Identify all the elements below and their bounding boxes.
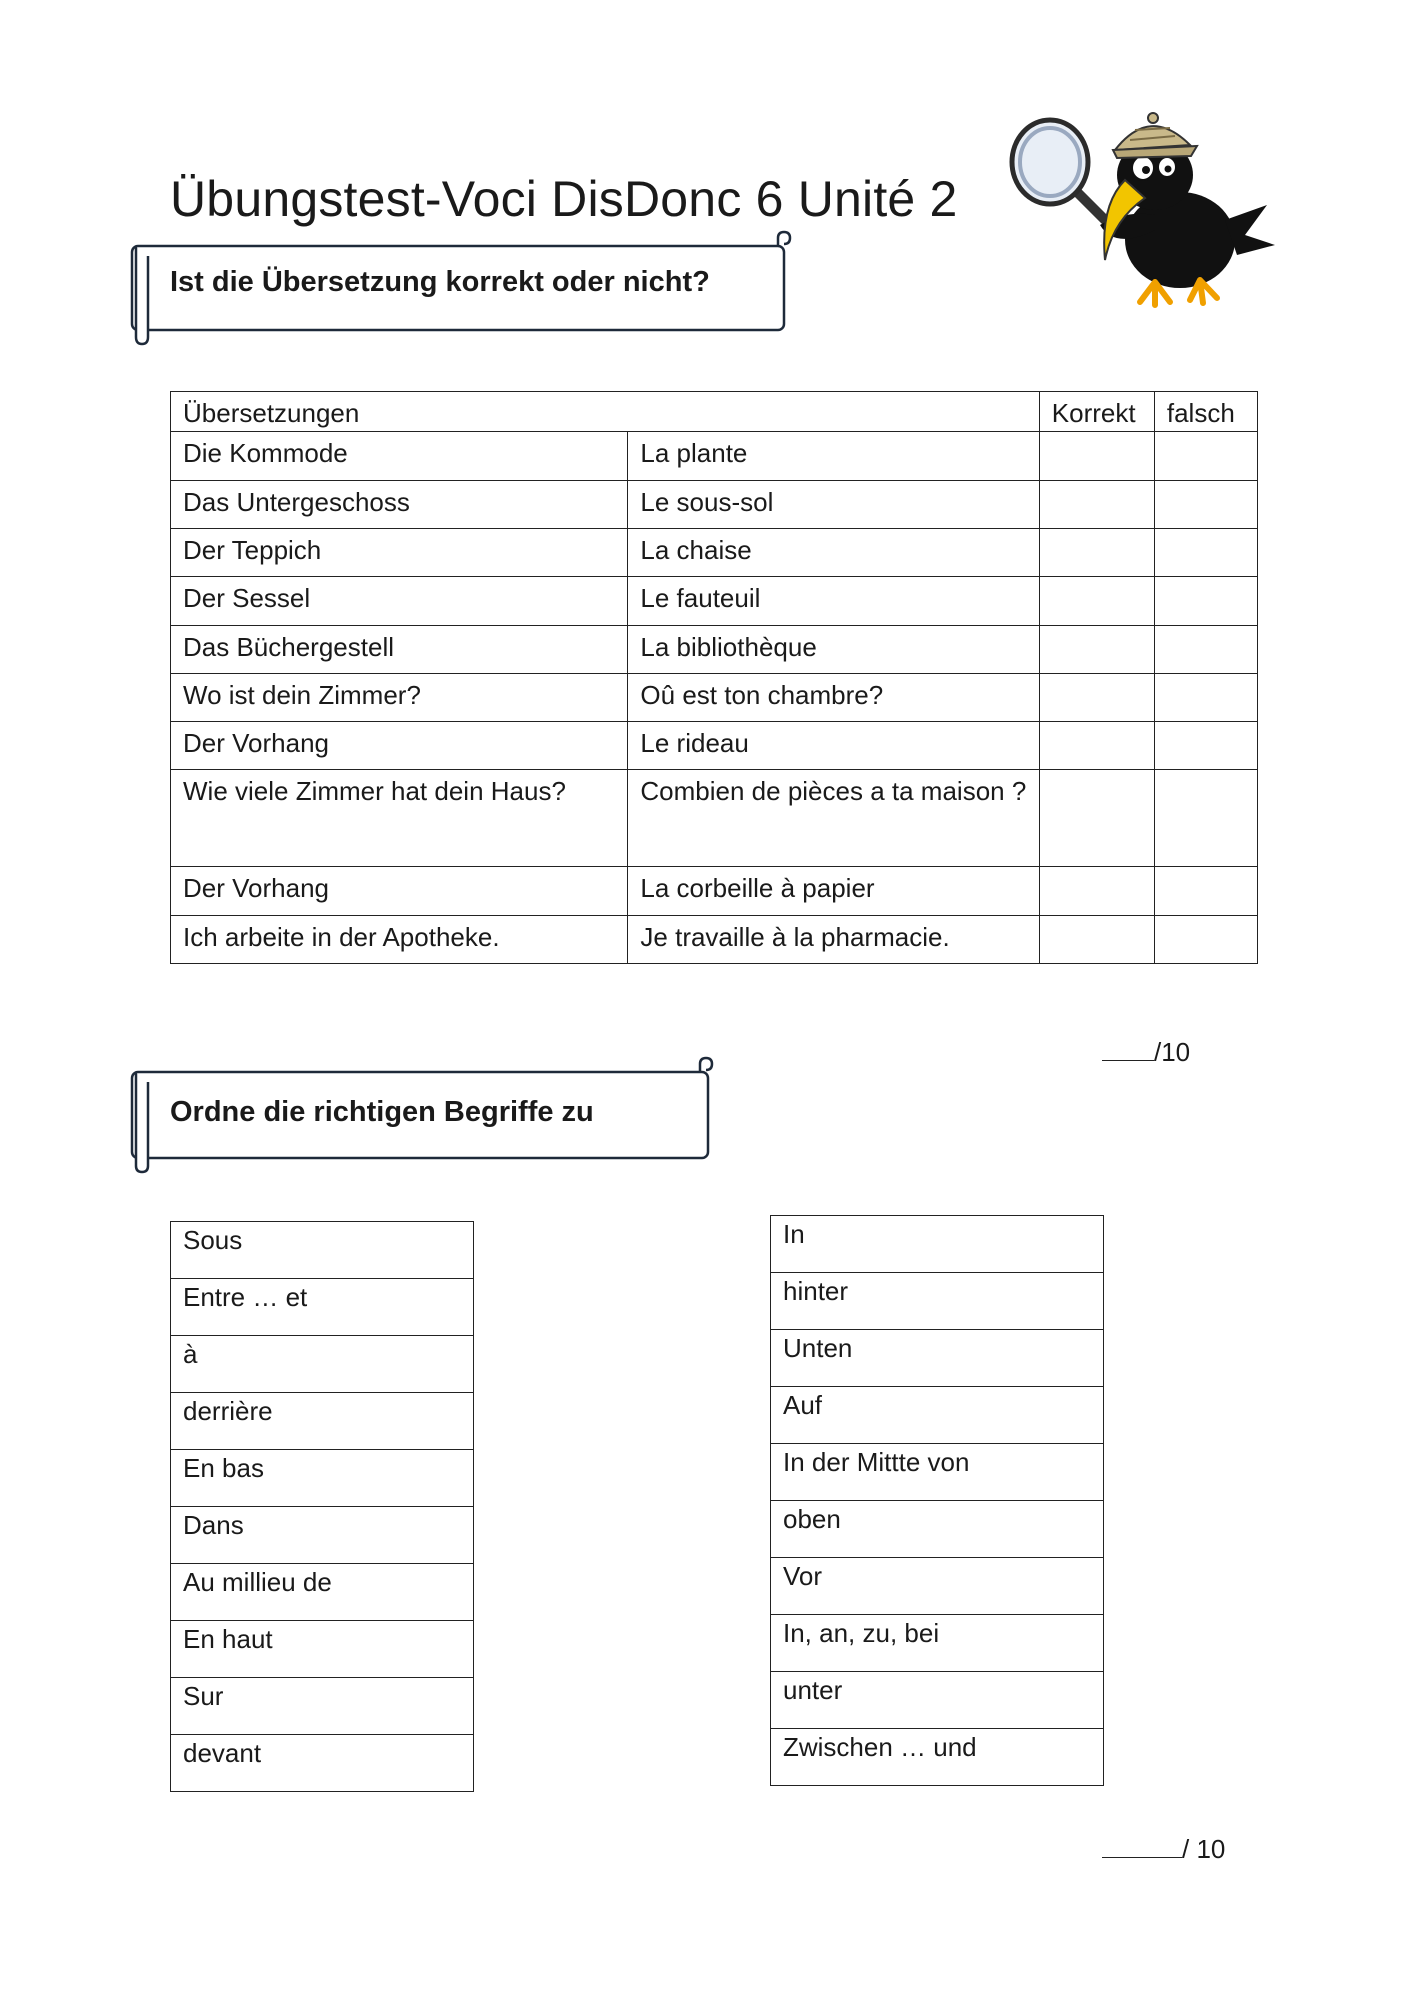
table-row [171, 481, 1258, 529]
list-item [171, 1507, 474, 1564]
wrong-checkbox-cell[interactable] [1154, 481, 1257, 529]
german-term: Vor [771, 1558, 1104, 1615]
correct-checkbox-cell[interactable] [1039, 481, 1154, 529]
header-translations: Übersetzungen [171, 392, 1040, 432]
list-item [771, 1729, 1104, 1786]
list-item [171, 1621, 474, 1678]
table-row [171, 770, 1258, 867]
list-item [171, 1222, 474, 1279]
section1-score-total: /10 [1154, 1037, 1191, 1067]
german-cell: Der Sessel [171, 577, 628, 626]
table-row [171, 867, 1258, 916]
wrong-checkbox-cell[interactable] [1154, 626, 1257, 674]
table-row [171, 529, 1258, 577]
list-item [171, 1336, 474, 1393]
list-item [771, 1273, 1104, 1330]
section2-score-total: / 10 [1182, 1834, 1226, 1864]
section2-score [1102, 1834, 1225, 1865]
french-term: Dans [171, 1507, 474, 1564]
table-row [171, 432, 1258, 481]
correct-checkbox-cell[interactable] [1039, 916, 1154, 964]
french-cell: La corbeille à papier [628, 867, 1039, 916]
german-term: unter [771, 1672, 1104, 1729]
correct-checkbox-cell[interactable] [1039, 529, 1154, 577]
french-cell: Oû est ton chambre? [628, 674, 1039, 722]
french-cell: La plante [628, 432, 1039, 481]
german-cell: Ich arbeite in der Apotheke. [171, 916, 628, 964]
german-term: In [771, 1216, 1104, 1273]
list-item [771, 1501, 1104, 1558]
table-row [171, 626, 1258, 674]
german-term: Auf [771, 1387, 1104, 1444]
list-item [771, 1672, 1104, 1729]
german-term: In der Mittte von [771, 1444, 1104, 1501]
german-cell: Die Kommode [171, 432, 628, 481]
table-row [171, 674, 1258, 722]
header-correct: Korrekt [1039, 392, 1154, 432]
list-item [171, 1450, 474, 1507]
table-header-row [171, 392, 1258, 432]
french-cell: Le sous-sol [628, 481, 1039, 529]
wrong-checkbox-cell[interactable] [1154, 529, 1257, 577]
german-term: hinter [771, 1273, 1104, 1330]
german-term: oben [771, 1501, 1104, 1558]
list-item [171, 1735, 474, 1792]
wrong-checkbox-cell[interactable] [1154, 867, 1257, 916]
list-item [771, 1444, 1104, 1501]
french-term: à [171, 1336, 474, 1393]
score-blank-line[interactable] [1102, 1038, 1154, 1061]
wrong-checkbox-cell[interactable] [1154, 432, 1257, 481]
correct-checkbox-cell[interactable] [1039, 770, 1154, 867]
correct-checkbox-cell[interactable] [1039, 577, 1154, 626]
correct-checkbox-cell[interactable] [1039, 626, 1154, 674]
french-cell: Je travaille à la pharmacie. [628, 916, 1039, 964]
correct-checkbox-cell[interactable] [1039, 674, 1154, 722]
table-row [171, 916, 1258, 964]
german-cell: Der Teppich [171, 529, 628, 577]
wrong-checkbox-cell[interactable] [1154, 916, 1257, 964]
french-term: Sur [171, 1678, 474, 1735]
list-item [171, 1678, 474, 1735]
wrong-checkbox-cell[interactable] [1154, 770, 1257, 867]
list-item [171, 1393, 474, 1450]
french-term: derrière [171, 1393, 474, 1450]
german-cell: Der Vorhang [171, 867, 628, 916]
french-term: Sous [171, 1222, 474, 1279]
german-term: Zwischen … und [771, 1729, 1104, 1786]
section2-banner [130, 1058, 712, 1173]
section1-heading: Ist die Übersetzung korrekt oder nicht? [170, 266, 710, 298]
correct-checkbox-cell[interactable] [1039, 867, 1154, 916]
list-item [771, 1216, 1104, 1273]
german-term: In, an, zu, bei [771, 1615, 1104, 1672]
raven-detective-with-magnifier-icon [1005, 110, 1285, 310]
list-item [771, 1387, 1104, 1444]
french-cell: Combien de pièces a ta maison ? [628, 770, 1039, 867]
page-title: Übungstest-Voci DisDonc 6 Unité 2 [170, 171, 958, 227]
german-cell: Wo ist dein Zimmer? [171, 674, 628, 722]
correct-checkbox-cell[interactable] [1039, 722, 1154, 770]
section1-banner [130, 232, 790, 347]
german-cell: Das Untergeschoss [171, 481, 628, 529]
correct-checkbox-cell[interactable] [1039, 432, 1154, 481]
list-item [771, 1615, 1104, 1672]
german-cell: Wie viele Zimmer hat dein Haus? [171, 770, 628, 867]
score-blank-line[interactable] [1102, 1835, 1182, 1858]
french-cell: La bibliothèque [628, 626, 1039, 674]
table-row [171, 722, 1258, 770]
section1-score [1102, 1037, 1190, 1068]
french-term: En bas [171, 1450, 474, 1507]
wrong-checkbox-cell[interactable] [1154, 722, 1257, 770]
german-cell: Das Büchergestell [171, 626, 628, 674]
french-term: Au millieu de [171, 1564, 474, 1621]
french-cell: Le fauteuil [628, 577, 1039, 626]
translation-table [170, 391, 1258, 964]
french-term: En haut [171, 1621, 474, 1678]
list-item [171, 1564, 474, 1621]
french-terms-list [170, 1221, 474, 1792]
german-term: Unten [771, 1330, 1104, 1387]
french-cell: La chaise [628, 529, 1039, 577]
header-wrong: falsch [1154, 392, 1257, 432]
table-row [171, 577, 1258, 626]
french-cell: Le rideau [628, 722, 1039, 770]
french-term: devant [171, 1735, 474, 1792]
list-item [171, 1279, 474, 1336]
list-item [771, 1330, 1104, 1387]
section2-heading: Ordne die richtigen Begriffe zu [170, 1096, 594, 1128]
wrong-checkbox-cell[interactable] [1154, 674, 1257, 722]
french-term: Entre … et [171, 1279, 474, 1336]
german-terms-list [770, 1215, 1104, 1786]
german-cell: Der Vorhang [171, 722, 628, 770]
wrong-checkbox-cell[interactable] [1154, 577, 1257, 626]
list-item [771, 1558, 1104, 1615]
